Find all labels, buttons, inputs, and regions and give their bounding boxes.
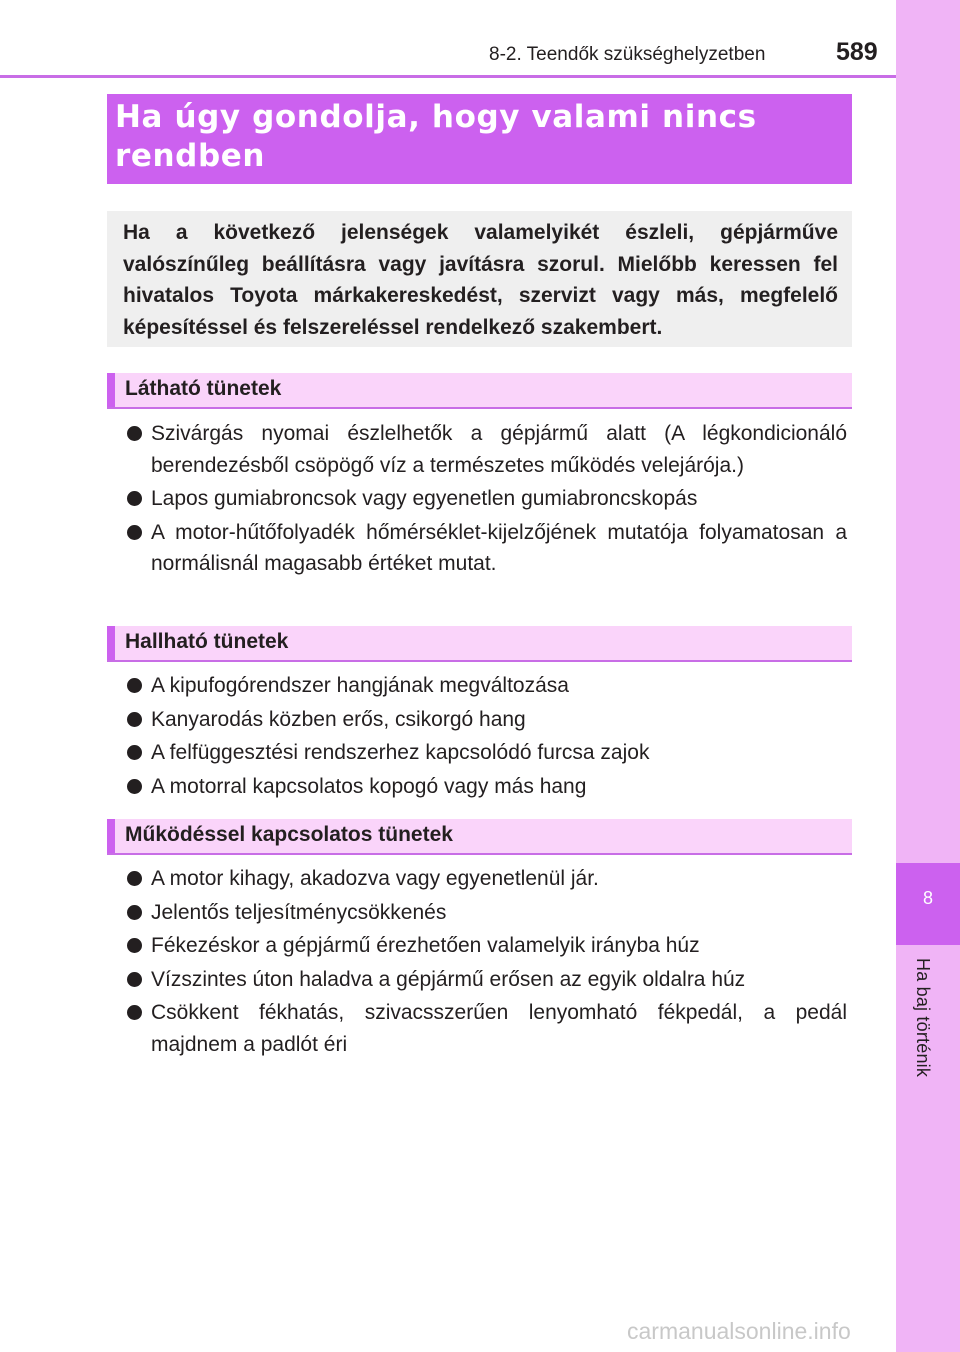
bullet-icon bbox=[127, 1005, 142, 1020]
page-title: Ha úgy gondolja, hogy valami nincs rendben bbox=[115, 99, 757, 174]
list-item: Vízszintes úton haladva a gépjármű erősen az egyik oldalra húz bbox=[127, 964, 847, 996]
bullet-icon bbox=[127, 745, 142, 760]
list-item: A motorral kapcsolatos kopogó vagy más hang bbox=[127, 771, 847, 803]
chapter-side-label: Ha baj történik bbox=[913, 958, 933, 1078]
list-item: Lapos gumiabroncsok vagy egyenetlen gumiabroncskopás bbox=[127, 483, 847, 515]
list-item: Jelentős teljesítménycsökkenés bbox=[127, 897, 847, 929]
bullet-icon bbox=[127, 678, 142, 693]
bullet-icon bbox=[127, 426, 142, 441]
visible-symptoms-list bbox=[127, 418, 847, 582]
list-item: Csökkent fékhatás, szivacsszerűen lenyomható fékpedál, a pedál majdnem a padlót éri bbox=[127, 997, 847, 1060]
list-item: A kipufogórendszer hangjának megváltozása bbox=[127, 670, 847, 702]
section-header-visible-symptoms bbox=[107, 373, 852, 409]
running-header: 8-2. Teendők szükséghelyzetben bbox=[489, 44, 766, 65]
intro-text: Ha a következő jelenségek valamelyikét észleli, gépjárműve valószínűleg beállításra vagy javításra szorul. Mielőbb keressen fel hivatalos Toyota márkakereskedést, szervizt vagy más, megfelelő képesítéssel és felszereléssel rendelkező szakembert. bbox=[123, 221, 838, 339]
list-item: A motor kihagy, akadozva vagy egyenetlenül jár. bbox=[127, 863, 847, 895]
section-header-operational-symptoms bbox=[107, 819, 852, 855]
bullet-icon bbox=[127, 871, 142, 886]
section-title: Látható tünetek bbox=[125, 377, 282, 400]
section-header-audible-symptoms bbox=[107, 626, 852, 662]
list-item: A felfüggesztési rendszerhez kapcsolódó furcsa zajok bbox=[127, 737, 847, 769]
title-banner bbox=[107, 94, 852, 184]
bullet-icon bbox=[127, 712, 142, 727]
section-title: Hallható tünetek bbox=[125, 630, 289, 653]
list-item: Szivárgás nyomai észlelhetők a gépjármű alatt (A légkondicionáló berendezésből csöpögő víz a természetes működés velejárója.) bbox=[127, 418, 847, 481]
bullet-icon bbox=[127, 491, 142, 506]
bullet-icon bbox=[127, 525, 142, 540]
bullet-icon bbox=[127, 905, 142, 920]
bullet-icon bbox=[127, 972, 142, 987]
intro-box bbox=[107, 211, 852, 347]
list-item: Kanyarodás közben erős, csikorgó hang bbox=[127, 704, 847, 736]
audible-symptoms-list bbox=[127, 670, 847, 804]
bullet-icon bbox=[127, 779, 142, 794]
chapter-number-badge: 8 bbox=[896, 863, 960, 945]
chapter-side-tab bbox=[896, 0, 960, 1352]
list-item: A motor-hűtőfolyadék hőmérséklet-kijelzőjének mutatója folyamatosan a normálisnál magasabb értéket mutat. bbox=[127, 517, 847, 580]
header-divider bbox=[0, 75, 896, 78]
list-item: Fékezéskor a gépjármű érezhetően valamelyik irányba húz bbox=[127, 930, 847, 962]
operational-symptoms-list bbox=[127, 863, 847, 1062]
bullet-icon bbox=[127, 938, 142, 953]
section-title: Működéssel kapcsolatos tünetek bbox=[125, 823, 453, 846]
page-number: 589 bbox=[836, 38, 878, 66]
watermark: carmanualsonline.info bbox=[627, 1318, 851, 1344]
